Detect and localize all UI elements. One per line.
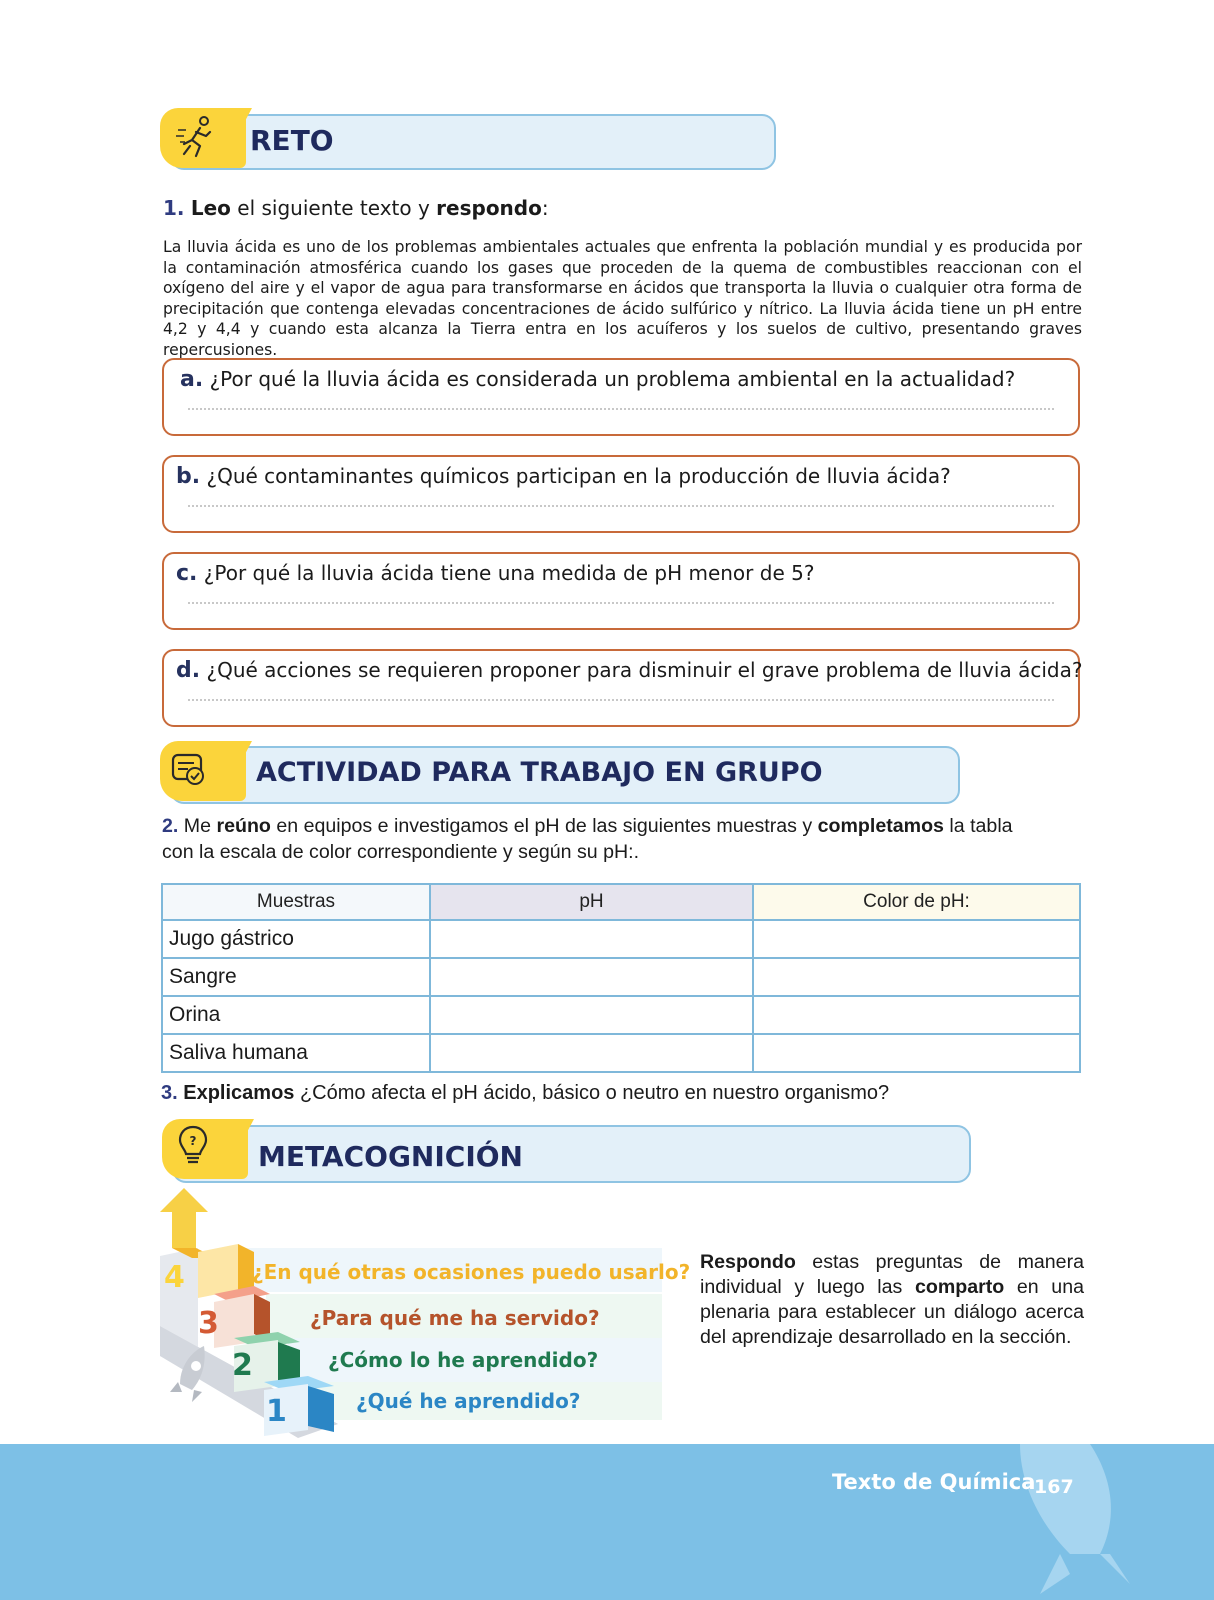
question-letter: a. [180, 367, 204, 392]
runner-icon [176, 114, 216, 160]
answer-line[interactable] [188, 602, 1054, 604]
grupo-tab-slant [200, 741, 260, 801]
color-cell[interactable] [753, 920, 1080, 958]
acid-rain-paragraph: La lluvia ácida es uno de los problemas ambientales actuales que enfrenta la población mundial y es producida por la contaminación atmosférica cuando los gases que proceden de la quema de combustibles reaccionan con el oxígeno del aire y el vapor de agua para transformarse en ácidos que transporta la lluvia o cualquier otra forma de precipitación que contenga elevadas concentraciones de ácido sulfúrico y nítrico. La lluvia ácida tiene un pH entre 4,2 y 4,4 y cuando esta alcanza la Tierra entra en los acuíferos y los suelos de cultivo, presentando graves repercusiones. [163, 238, 1082, 359]
answer-box-a[interactable] [162, 358, 1080, 436]
sample-name: Orina [162, 996, 430, 1034]
step-4-number: 4 [164, 1260, 185, 1295]
sample-name: Saliva humana [162, 1034, 430, 1072]
grupo-title: ACTIVIDAD PARA TRABAJO EN GRUPO [256, 757, 823, 788]
ph-cell[interactable] [430, 958, 753, 996]
header-ph: pH [430, 884, 753, 920]
step-2-question: ¿Cómo lo he aprendido? [328, 1348, 599, 1372]
answer-line[interactable] [188, 408, 1054, 410]
question-letter: c. [176, 561, 198, 586]
sample-name: Sangre [162, 958, 430, 996]
question-letter: b. [176, 464, 201, 489]
question-text: ¿Por qué la lluvia ácida es considerada un problema ambiental en la actualidad? [209, 367, 1016, 391]
meta-title: METACOGNICIÓN [258, 1140, 523, 1173]
verb-leo: Leo [190, 196, 231, 220]
question-1-intro: 1. Leo el siguiente texto y respondo: [163, 196, 549, 220]
rocket-watermark-icon [1000, 1444, 1160, 1600]
header-color: Color de pH: [753, 884, 1080, 920]
step-3-number: 3 [198, 1306, 219, 1341]
question-text: ¿Qué acciones se requieren proponer para disminuir el grave problema de lluvia ácida? [206, 658, 1083, 682]
reto-title: RETO [250, 124, 334, 157]
question-number: 2. [162, 815, 179, 837]
checklist-icon [170, 752, 206, 788]
book-title: Texto de Química [832, 1470, 1036, 1494]
question-number: 3. [161, 1082, 178, 1104]
metacognition-instructions: Respondo estas preguntas de manera individual y luego las comparto en una plenaria para establecer un diálogo acerca del aprendizaje desarrollado en la sección. [700, 1251, 1084, 1348]
question-number: 1. [163, 196, 185, 220]
question-letter: d. [176, 658, 201, 683]
step-1-question: ¿Qué he aprendido? [356, 1389, 581, 1413]
question-2-text: 2. Me reúno en equipos e investigamos el pH de las siguientes muestras y completamos la tabla con la escala de color correspondiente y según su pH:. [162, 815, 1013, 863]
table-row [162, 1034, 1080, 1072]
question-text: ¿Por qué la lluvia ácida tiene una medida de pH menor de 5? [203, 561, 815, 585]
color-cell[interactable] [753, 1034, 1080, 1072]
table-row [162, 920, 1080, 958]
ph-cell[interactable] [430, 1034, 753, 1072]
step-1-number: 1 [266, 1394, 287, 1429]
question-text: ¿Qué contaminantes químicos participan en la producción de lluvia ácida? [206, 464, 951, 488]
color-cell[interactable] [753, 958, 1080, 996]
meta-tab-slant [202, 1119, 262, 1179]
table-header-row [162, 884, 1080, 920]
page-number: 167 [1034, 1476, 1074, 1498]
lightbulb-icon [176, 1124, 210, 1166]
ph-cell[interactable] [430, 920, 753, 958]
answer-box-c[interactable] [162, 552, 1080, 630]
ph-table [161, 883, 1081, 1073]
table-row [162, 958, 1080, 996]
ph-cell[interactable] [430, 996, 753, 1034]
answer-box-d[interactable] [162, 649, 1083, 727]
answer-line[interactable] [188, 699, 1054, 701]
verb-respondo: respondo [436, 196, 542, 220]
color-cell[interactable] [753, 996, 1080, 1034]
svg-text:?: ? [189, 1134, 197, 1148]
step-3-question: ¿Para qué me ha servido? [310, 1306, 600, 1330]
sample-name: Jugo gástrico [162, 920, 430, 958]
table-row [162, 996, 1080, 1034]
page-footer [0, 1444, 1214, 1600]
answer-box-b[interactable] [162, 455, 1080, 533]
step-4-question: ¿En qué otras ocasiones puedo usarlo? [252, 1260, 691, 1284]
question-3-text: 3. Explicamos ¿Cómo afecta el pH ácido, básico o neutro en nuestro organismo? [161, 1082, 890, 1104]
answer-line[interactable] [188, 505, 1054, 507]
header-muestras: Muestras [162, 884, 430, 920]
step-2-number: 2 [232, 1348, 253, 1383]
